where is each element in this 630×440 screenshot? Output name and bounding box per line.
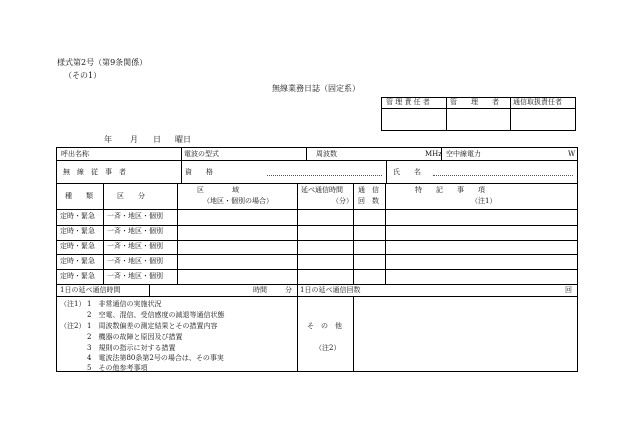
approval-header-manager: 管 理 者 bbox=[450, 98, 499, 106]
header-type: 種 類 bbox=[65, 192, 93, 200]
row-category: 一斉・地区・個別 bbox=[107, 257, 163, 265]
note-item: 4 電波法第80条第2号の場合は、その事実 bbox=[87, 354, 224, 362]
row-category: 一斉・地区・個別 bbox=[107, 272, 163, 280]
header-remarks: 特 記 事 項 bbox=[415, 186, 485, 194]
hours-unit: 時間 bbox=[253, 286, 267, 294]
form-sub-number: （その1） bbox=[64, 71, 102, 80]
mhz-unit: MHz bbox=[425, 150, 442, 158]
daily-time-label: 1日の延べ通信時間 bbox=[60, 286, 121, 294]
daily-count-label: 1日の延べ通信回数 bbox=[300, 286, 361, 294]
header-remarks-note: （注1） bbox=[471, 197, 497, 205]
antenna-power-label: 空中線電力 bbox=[446, 150, 481, 158]
row-category: 一斉・地区・個別 bbox=[107, 212, 163, 220]
note-item: 2 空電、混信、受信感度の減退等通信状態 bbox=[87, 311, 225, 319]
minutes-unit: 分 bbox=[285, 286, 292, 294]
date-weekday-label: 曜日 bbox=[175, 135, 191, 144]
emission-type-label: 電波の型式 bbox=[184, 150, 219, 158]
row-type: 定時・緊急 bbox=[60, 257, 95, 265]
approval-header-manager-responsible: 管 理 責 任 者 bbox=[386, 98, 430, 106]
note-item: 3 規則の指示に対する措置 bbox=[87, 344, 176, 352]
note-item: 2 機器の故障と原因及び措置 bbox=[87, 333, 183, 341]
row-type: 定時・緊急 bbox=[60, 272, 95, 280]
note-item: 1 周波数偏差の測定結果とその措置内容 bbox=[87, 322, 218, 330]
row-type: 定時・緊急 bbox=[60, 227, 95, 235]
name-label: 氏 名 bbox=[393, 168, 421, 176]
header-count: 通 信 bbox=[358, 186, 379, 194]
header-area: 区 域 bbox=[197, 186, 239, 194]
date-year-label: 年 bbox=[104, 135, 112, 144]
note-item: 1 非常通信の実施状況 bbox=[87, 300, 162, 308]
times-unit: 回 bbox=[565, 286, 572, 294]
note2-label: （注2） bbox=[60, 322, 86, 330]
row-type: 定時・緊急 bbox=[60, 212, 95, 220]
approval-box bbox=[381, 97, 576, 131]
other-note: （注2） bbox=[315, 344, 341, 352]
watt-unit: W bbox=[568, 150, 576, 158]
header-area-sub: （地区・個別の場合） bbox=[203, 197, 273, 205]
frequency-label: 周波数 bbox=[316, 150, 337, 158]
row-category: 一斉・地区・個別 bbox=[107, 227, 163, 235]
form-style-number: 様式第2号（第9条関係） bbox=[57, 58, 148, 67]
date-day-label: 日 bbox=[153, 135, 161, 144]
radio-operator-label: 無 線 従 事 者 bbox=[63, 168, 126, 176]
date-month-label: 月 bbox=[130, 135, 138, 144]
note-item: 5 その他参考事項 bbox=[87, 364, 148, 372]
callsign-label: 呼出名称 bbox=[61, 150, 89, 158]
other-label: そ の 他 bbox=[307, 322, 342, 330]
note1-label: （注1） bbox=[60, 300, 86, 308]
row-category: 一斉・地区・個別 bbox=[107, 242, 163, 250]
qualification-label: 資 格 bbox=[185, 168, 213, 176]
header-count-sub: 回 数 bbox=[358, 197, 379, 205]
header-time: 延べ通信時間 bbox=[301, 186, 343, 194]
form-title: 無線業務日誌（固定系） bbox=[272, 84, 360, 93]
log-table bbox=[56, 147, 578, 372]
approval-header-comm-responsible: 通信取扱責任者 bbox=[513, 98, 562, 106]
header-category: 区 分 bbox=[117, 192, 145, 200]
row-type: 定時・緊急 bbox=[60, 242, 95, 250]
header-time-unit: （分） bbox=[332, 197, 353, 205]
